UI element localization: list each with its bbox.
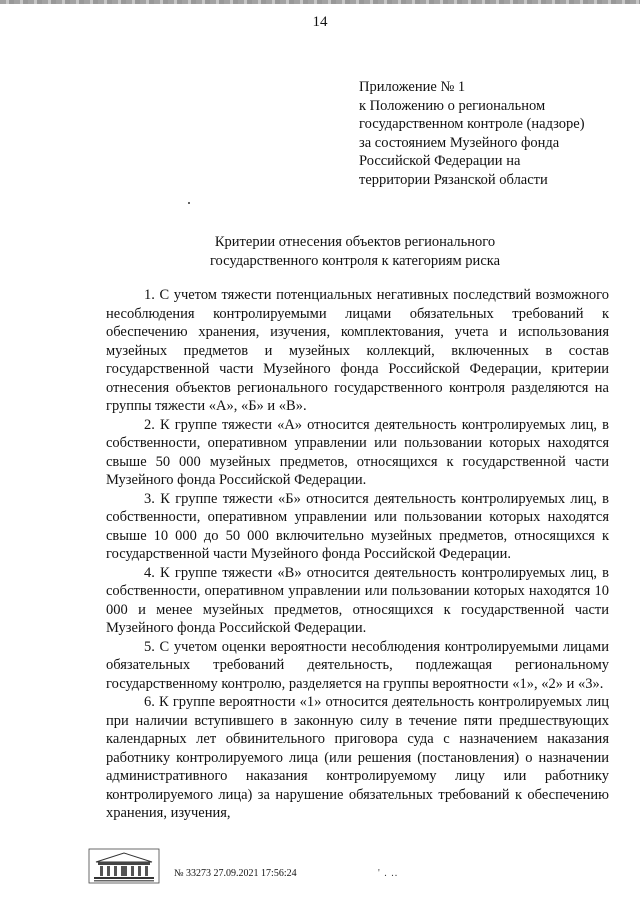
document-body xyxy=(106,286,609,823)
paragraph-3: 3. К группе тяжести «Б» относится деятельность контролируемых лиц, в собственности, оперативном управлении или пользовании которых находятся свыше 10 000 до 50 000 включительно музейных предметов, относящихся к государственной части Музейного фонда Российской Федерации. xyxy=(106,490,609,562)
paragraph-5: 5. С учетом оценки вероятности несоблюдения контролируемыми лицами обязательных требований деятельность, подлежащая региональному государственному контролю, разделяется на группы вероятности «1», «2» и «3». xyxy=(106,638,609,692)
appendix-line: Российской Федерации на xyxy=(359,153,521,170)
title-line-1: Критерии отнесения объектов регионального xyxy=(214,234,496,250)
page-number: 14 xyxy=(312,14,328,30)
scan-marks: ' . .. xyxy=(378,868,399,879)
paragraph-2: 2. К группе тяжести «А» относится деятельность контролируемых лиц, в собственности, оперативном управлении или пользовании которых находятся свыше 50 000 музейных предметов, относящихся к государственной части Музейного фонда Российской Федерации. xyxy=(106,416,609,488)
scan-speck xyxy=(188,202,190,204)
appendix-line: за состоянием Музейного фонда xyxy=(359,134,560,151)
title-line-2: государственного контроля к категориям риска xyxy=(209,252,501,269)
appendix-line: территории Рязанской области xyxy=(359,171,548,188)
building-stamp-icon xyxy=(88,848,160,884)
footer xyxy=(88,848,628,888)
scan-top-edge xyxy=(0,0,640,4)
appendix-line: государственном контроле (надзоре) xyxy=(359,116,585,133)
appendix-line: Приложение № 1 xyxy=(359,79,466,95)
paragraph-1: 1. С учетом тяжести потенциальных негативных последствий возможного несоблюдения контролируемыми лицами обязательных требований к обеспечению хранения, изучения, комплектования, учета и использования музейных предметов и музейных коллекций, включенных в состав государственной части Музейного фонда Российской Федерации, критерии отнесения объектов регионального государственного контроля разделяются на группы тяжести «А», «Б» и «В». xyxy=(106,287,609,414)
appendix-line: к Положению о региональном xyxy=(359,97,546,114)
document-title xyxy=(100,233,610,270)
appendix-header xyxy=(359,78,629,190)
paragraph-6: 6. К группе вероятности «1» относится деятельность контролируемых лиц при наличии вступившего в законную силу в течение пяти предшествующих календарных лет обвинительного приговора суда с назначением наказания работнику контролируемого лица (или решения (постановления) о назначении административного наказания контролируемому лицу или работнику контролируемого лица) за нарушение обязательных требований к обеспечению хранения, изучения, xyxy=(106,694,609,821)
paragraph-4: 4. К группе тяжести «В» относится деятельность контролируемых лиц, в собственности, оперативном управлении или пользовании которых находятся 10 000 и менее музейных предметов, относящихся к государственной части Музейного фонда Российской Федерации. xyxy=(106,564,609,636)
registration-stamp: № 33273 27.09.2021 17:56:24 xyxy=(174,868,297,879)
